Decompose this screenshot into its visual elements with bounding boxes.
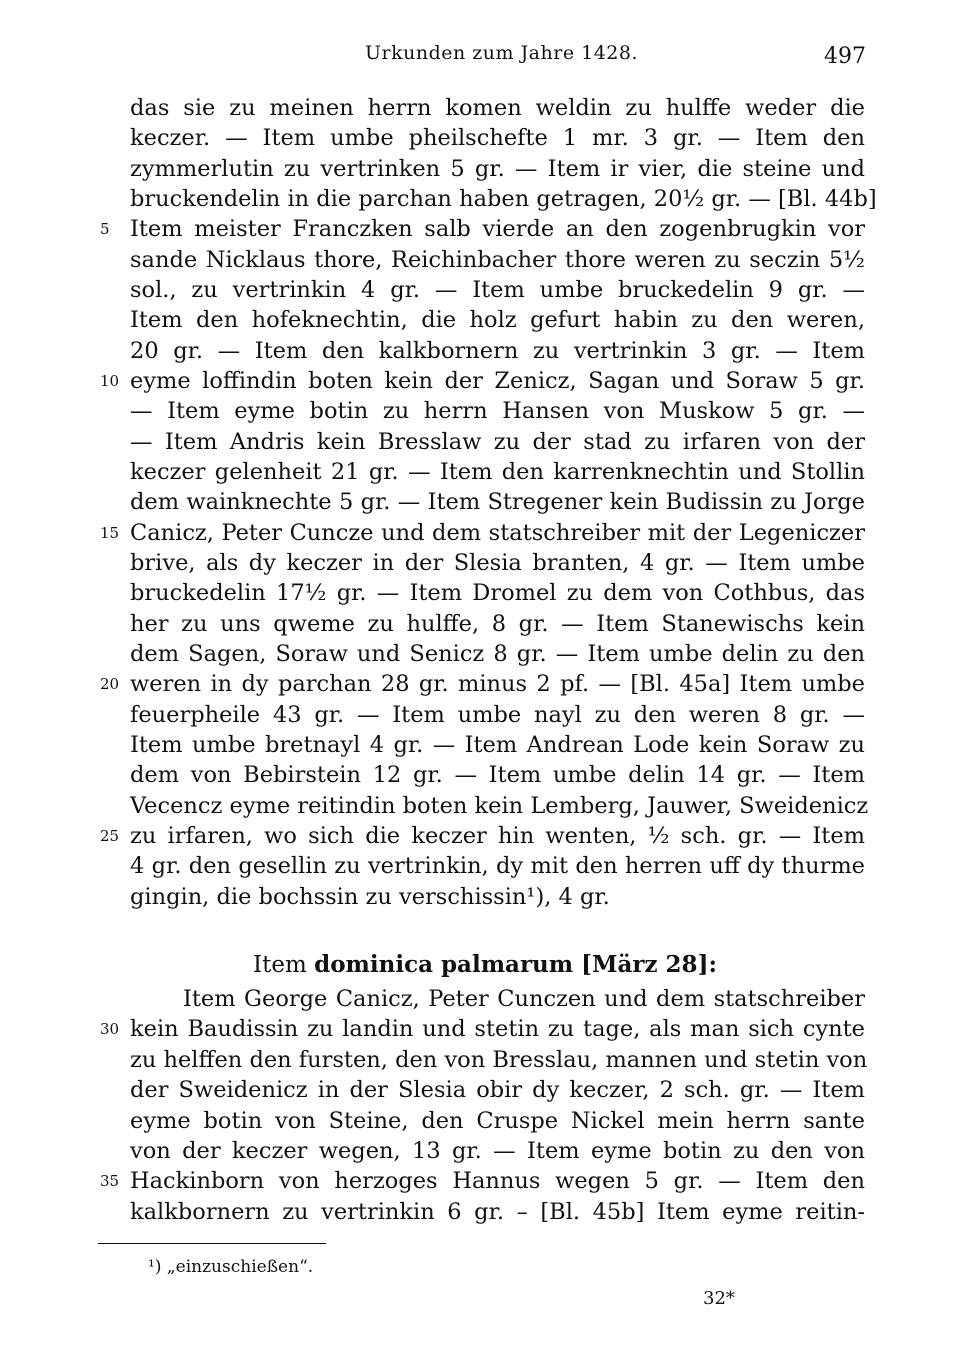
text-line: Item den hofeknechtin, die holz gefurt habin zu den weren, bbox=[130, 307, 865, 333]
text-line: Hackinborn von herzoges Hannus wegen 5 gr. — Item den bbox=[130, 1168, 865, 1194]
footnote: ¹) „einzuschießen“. bbox=[148, 1257, 314, 1277]
line-number: 10 bbox=[100, 372, 120, 390]
text-line: von der keczer wegen, 13 gr. — Item eyme botin zu den von bbox=[130, 1138, 865, 1164]
text-line: Item meister Franczken salb vierde an den zogenbrugkin vor bbox=[130, 216, 865, 242]
text-line: kalkbornern zu vertrinkin 6 gr. – [Bl. 45b] Item eyme reitin- bbox=[130, 1199, 865, 1225]
text-line: das sie zu meinen herrn komen weldin zu hulffe weder die bbox=[130, 95, 865, 121]
section-heading bbox=[0, 950, 960, 980]
text-line: keczer. — Item umbe pheilschefte 1 mr. 3 gr. — Item den bbox=[130, 125, 865, 151]
text-line: bruckendelin in die parchan haben getragen, 20½ gr. — [Bl. 44b] bbox=[130, 186, 877, 212]
signature-mark: 32* bbox=[703, 1288, 735, 1309]
text-line: feuerpheile 43 gr. — Item umbe nayl zu den weren 8 gr. — bbox=[130, 702, 865, 728]
text-line: 20 gr. — Item den kalkbornern zu vertrinkin 3 gr. — Item bbox=[130, 338, 865, 364]
line-number: 20 bbox=[100, 675, 120, 693]
text-line: 4 gr. den gesellin zu vertrinkin, dy mit den herren uff dy thurme bbox=[130, 853, 865, 879]
line-number: 15 bbox=[100, 524, 120, 542]
section-heading-bold: dominica palmarum [März 28]: bbox=[314, 951, 717, 978]
text-line: der Sweidenicz in der Slesia obir dy keczer, 2 sch. gr. — Item bbox=[130, 1077, 865, 1103]
text-line: dem Sagen, Soraw und Senicz 8 gr. — Item umbe delin zu den bbox=[130, 641, 865, 667]
text-line: eyme botin von Steine, den Cruspe Nickel mein herrn sante bbox=[130, 1108, 865, 1134]
header-title: Urkunden zum Jahre 1428. bbox=[365, 42, 639, 64]
text-line: — Item eyme botin zu herrn Hansen von Muskow 5 gr. — bbox=[130, 398, 865, 424]
line-number: 35 bbox=[100, 1172, 120, 1190]
text-line: zu helffen den fursten, den von Bresslau, mannen und stetin von bbox=[130, 1047, 868, 1073]
line-number: 5 bbox=[100, 220, 110, 238]
text-line: Vecencz eyme reitindin boten kein Lemberg, Jauwer, Sweidenicz bbox=[130, 793, 869, 819]
text-line: sande Nicklaus thore, Reichinbacher thore weren zu seczin 5½ bbox=[130, 247, 865, 273]
text-line: dem wainknechte 5 gr. — Item Stregener kein Budissin zu Jorge bbox=[130, 489, 865, 515]
text-line: kein Baudissin zu landin und stetin zu tage, als man sich cynte bbox=[130, 1016, 865, 1042]
footnote-divider bbox=[98, 1243, 326, 1244]
text-line: brive, als dy keczer in der Slesia branten, 4 gr. — Item umbe bbox=[130, 550, 865, 576]
text-line: zymmerlutin zu vertrinken 5 gr. — Item ir vier, die steine und bbox=[130, 156, 865, 182]
text-line: zu irfaren, wo sich die keczer hin wenten, ½ sch. gr. — Item bbox=[130, 823, 865, 849]
text-line: Item umbe bretnayl 4 gr. — Item Andrean Lode kein Soraw zu bbox=[130, 732, 865, 758]
line-number: 30 bbox=[100, 1020, 120, 1038]
text-line: her zu uns qweme zu hulffe, 8 gr. — Item Stanewischs kein bbox=[130, 611, 865, 637]
text-line: gingin, die bochssin zu verschissin¹), 4 gr. bbox=[130, 884, 610, 910]
text-line: bruckedelin 17½ gr. — Item Dromel zu dem von Cothbus, das bbox=[130, 580, 865, 606]
text-line: — Item Andris kein Bresslaw zu der stad zu irfaren von der bbox=[130, 429, 865, 455]
text-line: Canicz, Peter Cuncze und dem statschreiber mit der Legeniczer bbox=[130, 520, 865, 546]
text-line: dem von Bebirstein 12 gr. — Item umbe delin 14 gr. — Item bbox=[130, 762, 865, 788]
section-heading-prefix: Item bbox=[253, 952, 307, 978]
text-line: Item George Canicz, Peter Cunczen und dem statschreiber bbox=[183, 986, 865, 1012]
text-line: eyme loffindin boten kein der Zenicz, Sagan und Soraw 5 gr. bbox=[130, 368, 865, 394]
text-line: keczer gelenheit 21 gr. — Item den karrenknechtin und Stollin bbox=[130, 459, 865, 485]
page-number: 497 bbox=[824, 44, 866, 69]
text-line: sol., zu vertrinkin 4 gr. — Item umbe bruckedelin 9 gr. — bbox=[130, 277, 865, 303]
text-line: weren in dy parchan 28 gr. minus 2 pf. — [Bl. 45a] Item umbe bbox=[130, 671, 865, 697]
line-number: 25 bbox=[100, 827, 120, 845]
